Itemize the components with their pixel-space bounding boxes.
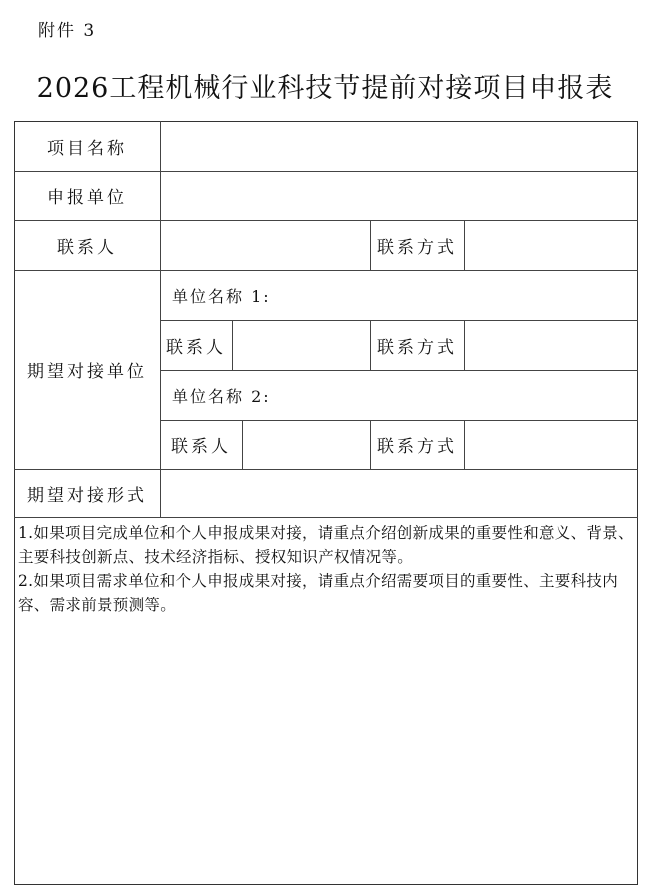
unit1-name-field[interactable] (300, 271, 637, 319)
expected-units-label: 期望对接单位 (27, 362, 147, 382)
contact-method-label: 联系方式 (377, 237, 457, 258)
unit1-name-label: 单位名称 1: (172, 286, 271, 306)
expected-form-label: 期望对接形式 (27, 485, 147, 506)
unit2-contact-person-field[interactable] (243, 421, 369, 468)
attachment-label: 附件 3 (38, 21, 97, 41)
unit1-contact-person-label: 联系人 (166, 337, 226, 358)
unit1-contact-method-label: 联系方式 (377, 337, 457, 358)
unit2-name-field[interactable] (300, 371, 637, 419)
instruction-item-1: 1.如果项目完成单位和个人申报成果对接，请重点介绍创新成果的重要性和意义、背景、主要科技创新点、技术经济指标、授权知识产权情况等。 (18, 524, 634, 566)
unit2-contact-method-field[interactable] (465, 421, 637, 468)
applicant-field[interactable] (161, 172, 637, 219)
instruction-item-2: 2.如果项目需求单位和个人申报成果对接，请重点介绍需要项目的重要性、主要科技内容、需求前景预测等。 (18, 572, 618, 614)
instructions-text[interactable] (18, 521, 634, 617)
contact-method-field[interactable] (465, 221, 637, 269)
unit1-contact-method-field[interactable] (465, 321, 637, 369)
form-title: 2026工程机械行业科技节提前对接项目申报表 (36, 73, 614, 104)
contact-person-field[interactable] (161, 221, 369, 269)
expected-form-field[interactable] (161, 470, 637, 516)
project-name-field[interactable] (161, 122, 637, 170)
unit2-contact-method-label: 联系方式 (377, 437, 457, 457)
applicant-label: 申报单位 (47, 188, 127, 208)
contact-person-label: 联系人 (57, 237, 117, 258)
unit1-contact-person-field[interactable] (233, 321, 369, 369)
project-name-label: 项目名称 (47, 138, 127, 159)
unit2-contact-person-label: 联系人 (171, 437, 231, 457)
unit2-name-label: 单位名称 2: (172, 386, 271, 406)
row-divider (14, 517, 638, 518)
